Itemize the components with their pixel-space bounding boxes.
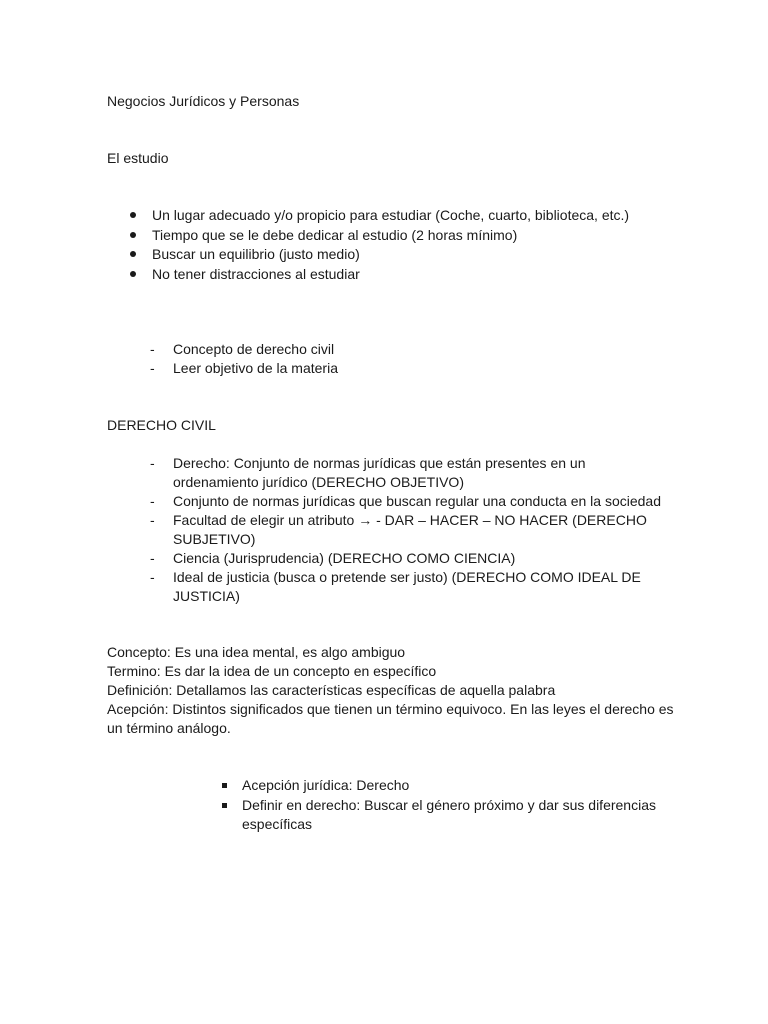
dash-marker: - <box>150 512 155 528</box>
dash-marker: - <box>150 341 155 357</box>
list-item: Un lugar adecuado y/o propicio para estudiar (Coche, cuarto, biblioteca, etc.) <box>128 206 629 226</box>
list-item: No tener distracciones al estudiar <box>128 265 629 285</box>
list-item <box>220 776 656 796</box>
list-item <box>150 568 661 606</box>
list-item <box>150 492 661 511</box>
list-item <box>150 359 338 378</box>
list-item-text: Concepto de derecho civil <box>173 341 335 357</box>
right-arrow-icon: → <box>358 512 373 528</box>
list-item-text: - DAR – HACER – NO HACER (DERECHO <box>376 512 647 528</box>
definition-line: un término análogo. <box>107 720 231 736</box>
definition-line: Concepto: Es una idea mental, es algo ambiguo <box>107 644 406 660</box>
list-item <box>150 454 661 492</box>
list-item <box>150 340 338 359</box>
list-item: Tiempo que se le debe dedicar al estudio (2 horas mínimo) <box>128 226 629 246</box>
list-item-text: Acepción jurídica: Derecho <box>242 777 410 793</box>
list-item-text: Definir en derecho: Buscar el género próximo y dar sus diferencias <box>242 796 656 813</box>
list-item-text: Facultad de elegir un atributo <box>173 512 355 528</box>
list-item <box>150 511 661 549</box>
definition-line: Termino: Es dar la idea de un concepto en específico <box>107 663 437 679</box>
acepcion-square-list <box>220 776 656 835</box>
dash-marker: - <box>150 550 155 566</box>
dash-marker: - <box>150 493 155 509</box>
list-item-text: Ciencia (Jurisprudencia) (DERECHO COMO CIENCIA) <box>173 550 516 566</box>
list-item-text: Ideal de justicia (busca o pretende ser justo) (DERECHO COMO IDEAL DE <box>173 569 641 585</box>
definitions-block <box>107 643 674 738</box>
dash-marker: - <box>150 569 155 585</box>
estudio-dash-list <box>150 340 338 378</box>
list-item-text: Conjunto de normas jurídicas que buscan regular una conducta en la sociedad <box>173 493 661 509</box>
list-item-text: Derecho: Conjunto de normas jurídicas que están presentes en un <box>173 455 586 471</box>
definition-line: Acepción: Distintos significados que tienen un término equivoco. En las leyes el derecho es <box>107 701 674 717</box>
dash-marker: - <box>150 455 155 471</box>
list-item-text-continued: ordenamiento jurídico (DERECHO OBJETIVO) <box>173 474 464 490</box>
list-item-text-continued: específicas <box>242 816 313 832</box>
document-title: Negocios Jurídicos y Personas <box>107 93 300 109</box>
section-heading-estudio: El estudio <box>107 150 169 166</box>
list-item-text-continued: JUSTICIA) <box>173 588 240 604</box>
definition-line: Definición: Detallamos las características específicas de aquella palabra <box>107 682 556 698</box>
list-item <box>220 796 656 835</box>
dash-marker: - <box>150 360 155 376</box>
list-item: Buscar un equilibrio (justo medio) <box>128 245 629 265</box>
estudio-bullet-list <box>128 206 629 284</box>
section-heading-derecho-civil: DERECHO CIVIL <box>107 417 216 433</box>
derecho-civil-dash-list <box>150 454 661 606</box>
list-item <box>150 549 661 568</box>
list-item-text: Leer objetivo de la materia <box>173 360 338 376</box>
list-item-text-continued: SUBJETIVO) <box>173 531 256 547</box>
